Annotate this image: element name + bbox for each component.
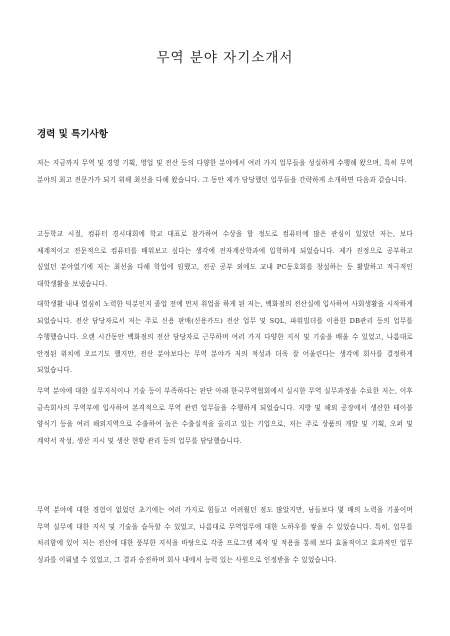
paragraph-intro: 저는 지금까지 무역 및 경영 기획, 영업 및 전산 등의 다양한 분야에서 여러 가지 업무들을 성실하게 수행해 왔으며, 특히 무역 분야의 최고 전문가가 되기 위해 최선을 다해 왔습니다. 그 동안 제가 담당했던 업무들을 간략하게 소개하면 다음과 같습니다.	[37, 159, 413, 184]
paragraph-trade-experience: 무역 분야에 대한 경험이 없었던 초기에는 여러 가지로 힘들고 어려웠던 점도 많았지만, 남들보다 몇 배의 노력을 기울이며 무역 실무에 대한 지식 및 기술을 습득할 수 있었고, 나름대로 무역업무에 대한 노하우를 쌓을 수 있었습니다. 특히, 업무를 처리함에 있어 저는 전산에 대한 풍부한 지식을 바탕으로 각종 프로그램 제작 및 적용을 통해 보다 효율적이고 효과적인 업무 성과를 이뤄낼 수 있었고, 그 결과 승진하며 회사 내에서 능력 있는 사원으로 인정받을 수 있었습니다.	[37, 506, 413, 564]
paragraph-trade-career: 무역 분야에 대한 실무지식이나 기술 등이 부족하다는 판단 아래 한국무역협회에서 실시한 무역 실무과정을 수료한 저는, 이후 금속회사의 무역부에 입사하여 본격적으로 무역 관련 업무들을 수행하게 되었습니다. 지방 및 해외 공장에서 생산한 테이블 양식기 등을 여러 해외지역으로 수출하여 높은 수출실적을 올리고 있는 기업으로, 저는 주로 상품의 개발 및 기획, 오퍼 및 계약서 작성, 생산 지시 및 생산 현황 관리 등의 업무를 담당했습니다.	[37, 387, 413, 445]
section-heading: 경력 및 특기사항	[37, 129, 108, 140]
paragraph-department-store: 대학생활 내내 열심히 노력한 덕분인지 졸업 전에 먼저 취업을 하게 된 저는, 백화점의 전산실에 입사하여 사회생활을 시작하게 되었습니다. 전산 담당자로서 저는 주로 신용 판매(신용카드) 전산 업무 및 SQL, 파워빌더를 이용한 DB관리 등의 업무를 수행했습니다. 오랜 시간동안 백화점의 전산 담당자로 근무하며 여러 가지 다양한 지식 및 기술을 배울 수 있었고, 나름대로 안정된 위치에 오르기도 했지만, 전산 분야보다는 무역 분야가 저의 적성과 더욱 잘 어울린다는 생각에 회사를 결정하게 되었습니다.	[37, 300, 413, 375]
document-title: 무역 분야 자기소개서	[156, 50, 294, 66]
paragraph-high-school: 고등학교 시절, 컴퓨터 경시대회에 학교 대표로 참가하여 수상을 할 정도로 컴퓨터에 많은 관심이 있었던 저는, 보다 체계적이고 전문적으로 컴퓨터를 배워보고 싶다는 생각에 전자계산학과에 입학하게 되었습니다. 제가 진정으로 공부하고 싶었던 분야였기에 저는 최선을 다해 학업에 임했고, 전공 공부 외에도 교내 PC동호회를 창설하는 등 활발하고 적극적인 대학생활을 보냈습니다.	[37, 230, 413, 288]
